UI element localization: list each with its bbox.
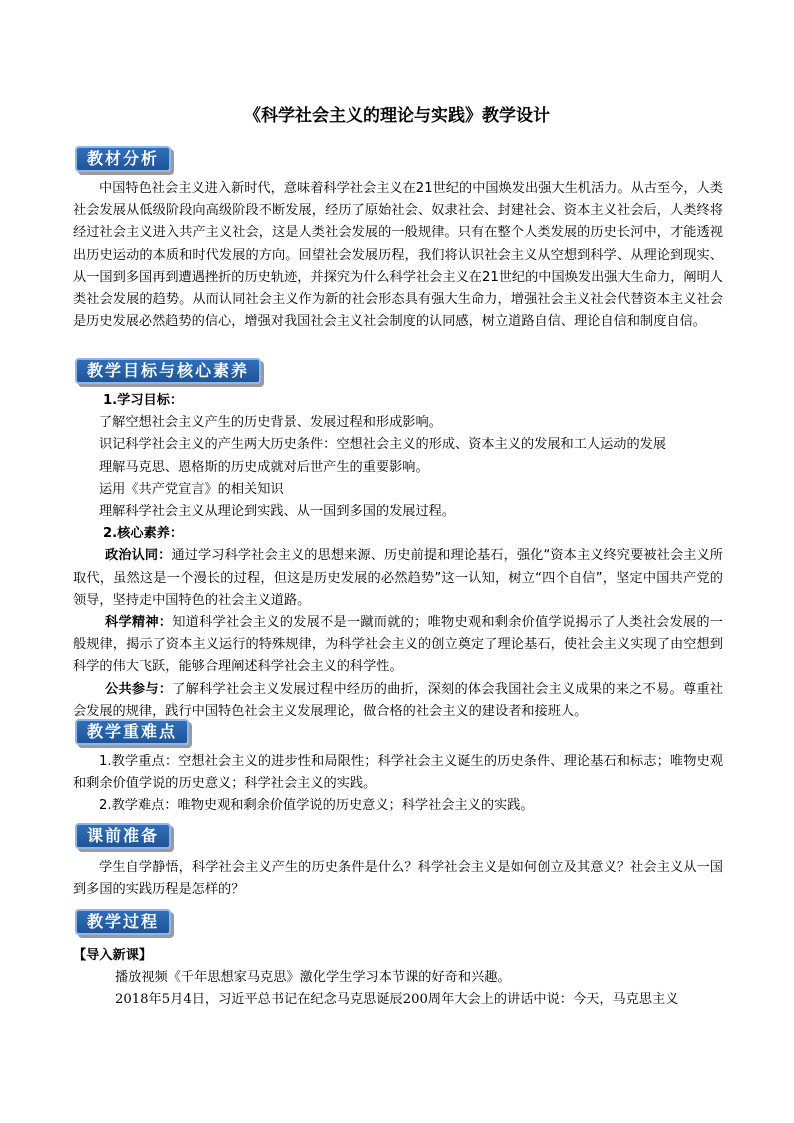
section-heading-keypoints: 教学重难点 [75,719,189,745]
learning-goal-item: 运用《共产党宣言》的相关知识 [99,481,284,497]
public-participation-text: 了解科学社会主义发展过程中经历的曲折，深刻的体会我国社会主义成果的来之不易。尊重社会发展的规律，践行中国特色社会主义发展理论，做合格的社会主义的建设者和接班人。 [73,681,723,719]
political-identity-label: 政治认同： [105,548,172,564]
public-participation-label: 公共参与： [105,681,173,697]
political-identity-paragraph [73,545,723,612]
section-heading-analysis: 教材分析 [75,146,171,172]
intro-line-speech: 2018年5月4日，习近平总书记在纪念马克思诞辰200周年大会上的讲话中说：今天，马克思主义 [115,992,679,1008]
political-identity-text: 通过学习科学社会主义的思想来源、历史前提和理论基石，强化“资本主义终究要被社会主义所取代，虽然这是一个漫长的过程，但这是历史发展的必然趋势”这一认知，树立“四个自信”，坚定中国共产党的领导，坚持走中国特色的社会主义道路。 [73,548,723,608]
section-heading-process: 教学过程 [75,909,171,935]
intro-line-video: 播放视频《千年思想家马克思》激化学生学习本节课的好奇和兴趣。 [115,970,511,986]
scientific-spirit-text: 知道科学社会主义的发展不是一蹴而就的；唯物史观和剩余价值学说揭示了人类社会发展的一般规律，揭示了资本主义运行的特殊规律，为科学社会主义的创立奠定了理论基石，使社会主义实现了由空想到科学的伟大飞跃，能够合理阐述科学社会主义的科学性。 [73,615,723,675]
analysis-paragraph: 中国特色社会主义进入新时代，意味着科学社会主义在21世纪的中国焕发出强大生机活力。从古至今，人类社会发展从低级阶段向高级阶段不断发展，经历了原始社会、奴隶社会、封建社会、资本主义社会后，人类终将经过社会主义进入共产主义社会，这是人类社会发展的一般规律。只有在整个人类发展的历史长河中，才能透视出历史运动的本质和时代发展的方向。回望社会发展历程，我们将认识社会主义从空想到科学、从理论到现实、从一国到多国再到遭遇挫折的历史轨迹，并探究为什么科学社会主义在21世纪的中国焕发出强大生命力，阐明人类社会发展的趋势。从而认同社会主义作为新的社会形态具有强大生命力，增强社会主义社会代替资本主义社会是历史发展必然趋势的信心，增强对我国社会主义社会制度的认同感，树立道路自信、理论自信和制度自信。 [73,181,723,330]
document-title: 《科学社会主义的理论与实践》教学设计 [244,106,550,126]
analysis-section [73,178,723,333]
intro-label: 【导入新课】 [73,948,153,963]
section-heading-prep: 课前准备 [75,823,171,849]
scientific-spirit-paragraph [73,612,723,679]
keypoints-section [73,751,723,818]
prep-paragraph: 学生自学静悟，科学社会主义产生的历史条件是什么？科学社会主义是如何创立及其意义？社会主义从一国到多国的实践历程是怎样的？ [73,860,723,898]
teaching-difficult-point: 2.教学难点：唯物史观和剩余价值学说的历史意义；科学社会主义的实践。 [99,798,534,814]
process-section [73,945,723,1012]
learning-goal-item: 识记科学社会主义的产生两大历史条件：空想社会主义的形成、资本主义的发展和工人运动的发展 [99,437,667,453]
learning-goal-item: 理解马克思、恩格斯的历史成就对后世产生的重要影响。 [99,459,429,475]
prep-section [73,857,723,901]
teaching-key-point: 1.教学重点：空想社会主义的进步性和局限性；科学社会主义诞生的历史条件、理论基石和标志；唯物史观和剩余价值学说的历史意义；科学社会主义的实践。 [73,754,723,792]
scientific-spirit-label: 科学精神： [105,615,173,631]
goals-section [73,390,723,723]
public-participation-paragraph [73,679,723,723]
section-heading-goals: 教学目标与核心素养 [75,358,261,384]
learning-goal-item: 了解空想社会主义产生的历史背景、发展过程和形成影响。 [99,415,442,431]
learning-goals-heading: 1.学习目标： [103,393,184,408]
core-literacy-heading: 2.核心素养： [103,526,184,542]
learning-goal-item: 理解科学社会主义从理论到实践、从一国到多国的发展过程。 [99,504,456,520]
